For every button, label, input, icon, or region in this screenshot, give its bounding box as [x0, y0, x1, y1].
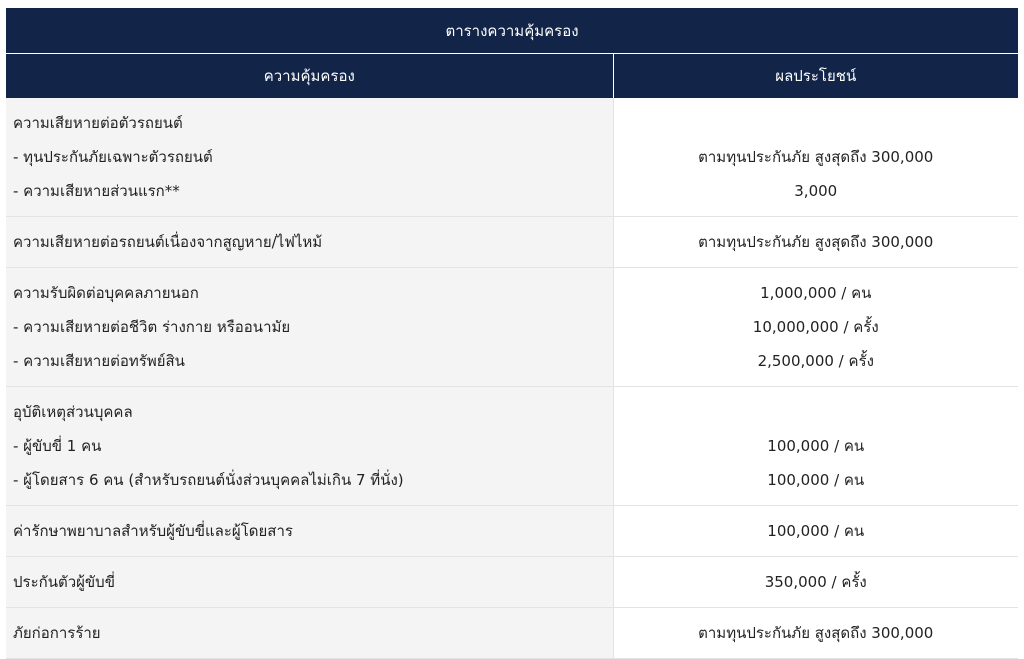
benefit-cell — [613, 217, 1018, 268]
table-row — [6, 387, 1018, 506]
benefit-line: 2,500,000 / ครั้ง — [757, 352, 874, 370]
coverage-table — [6, 8, 1018, 659]
table-title-row — [6, 8, 1018, 54]
header-coverage: ความคุ้มครอง — [6, 54, 613, 99]
coverage-cell — [6, 557, 613, 608]
coverage-line: ความรับผิดต่อบุคคลภายนอก — [13, 284, 199, 302]
benefit-cell — [613, 387, 1018, 506]
benefit-line: ตามทุนประกันภัย สูงสุดถึง 300,000 — [698, 233, 934, 251]
coverage-cell — [6, 217, 613, 268]
benefit-line — [622, 106, 1011, 140]
benefit-line: 3,000 — [794, 182, 838, 200]
benefit-line: ตามทุนประกันภัย สูงสุดถึง 300,000 — [698, 148, 934, 166]
benefit-line: 100,000 / คน — [767, 471, 865, 489]
table-row — [6, 608, 1018, 659]
coverage-line: - ความเสียหายต่อชีวิต ร่างกาย หรืออนามัย — [13, 318, 291, 336]
benefit-line: 100,000 / คน — [767, 522, 865, 540]
benefit-cell — [613, 506, 1018, 557]
coverage-cell — [6, 268, 613, 387]
coverage-cell — [6, 387, 613, 506]
coverage-line: - ผู้ขับขี่ 1 คน — [13, 437, 102, 455]
coverage-line: อุบัติเหตุส่วนบุคคล — [13, 403, 133, 421]
coverage-cell — [6, 506, 613, 557]
coverage-line: ความเสียหายต่อตัวรถยนต์ — [13, 114, 183, 132]
coverage-line: - ผู้โดยสาร 6 คน (สำหรับรถยนต์นั่งส่วนบุคคลไม่เกิน 7 ที่นั่ง) — [13, 471, 404, 489]
benefit-cell — [613, 557, 1018, 608]
coverage-line: - ความเสียหายต่อทรัพย์สิน — [13, 352, 185, 370]
table-body — [6, 98, 1018, 659]
benefit-line: 350,000 / ครั้ง — [764, 573, 867, 591]
table-row — [6, 506, 1018, 557]
benefit-line: 10,000,000 / ครั้ง — [752, 318, 879, 336]
coverage-line: ภัยก่อการร้าย — [13, 624, 101, 642]
table-title: ตารางความคุ้มครอง — [6, 8, 1018, 54]
coverage-line: - ทุนประกันภัยเฉพาะตัวรถยนต์ — [13, 148, 213, 166]
benefit-cell — [613, 268, 1018, 387]
benefit-line: 1,000,000 / คน — [760, 284, 872, 302]
header-benefit: ผลประโยชน์ — [613, 54, 1018, 99]
benefit-cell — [613, 608, 1018, 659]
benefit-line — [622, 395, 1011, 429]
coverage-cell — [6, 608, 613, 659]
table-row — [6, 268, 1018, 387]
benefit-cell — [613, 98, 1018, 217]
coverage-line: ความเสียหายต่อรถยนต์เนื่องจากสูญหาย/ไฟไหม้ — [13, 233, 323, 251]
table-row — [6, 557, 1018, 608]
coverage-cell — [6, 98, 613, 217]
table-header-row — [6, 54, 1018, 99]
benefit-line: ตามทุนประกันภัย สูงสุดถึง 300,000 — [698, 624, 934, 642]
coverage-line: ประกันตัวผู้ขับขี่ — [13, 573, 115, 591]
table-row — [6, 98, 1018, 217]
coverage-table-container — [6, 8, 1018, 659]
benefit-line: 100,000 / คน — [767, 437, 865, 455]
coverage-line: - ความเสียหายส่วนแรก** — [13, 182, 180, 200]
table-row — [6, 217, 1018, 268]
coverage-line: ค่ารักษาพยาบาลสำหรับผู้ขับขี่และผู้โดยสาร — [13, 522, 293, 540]
